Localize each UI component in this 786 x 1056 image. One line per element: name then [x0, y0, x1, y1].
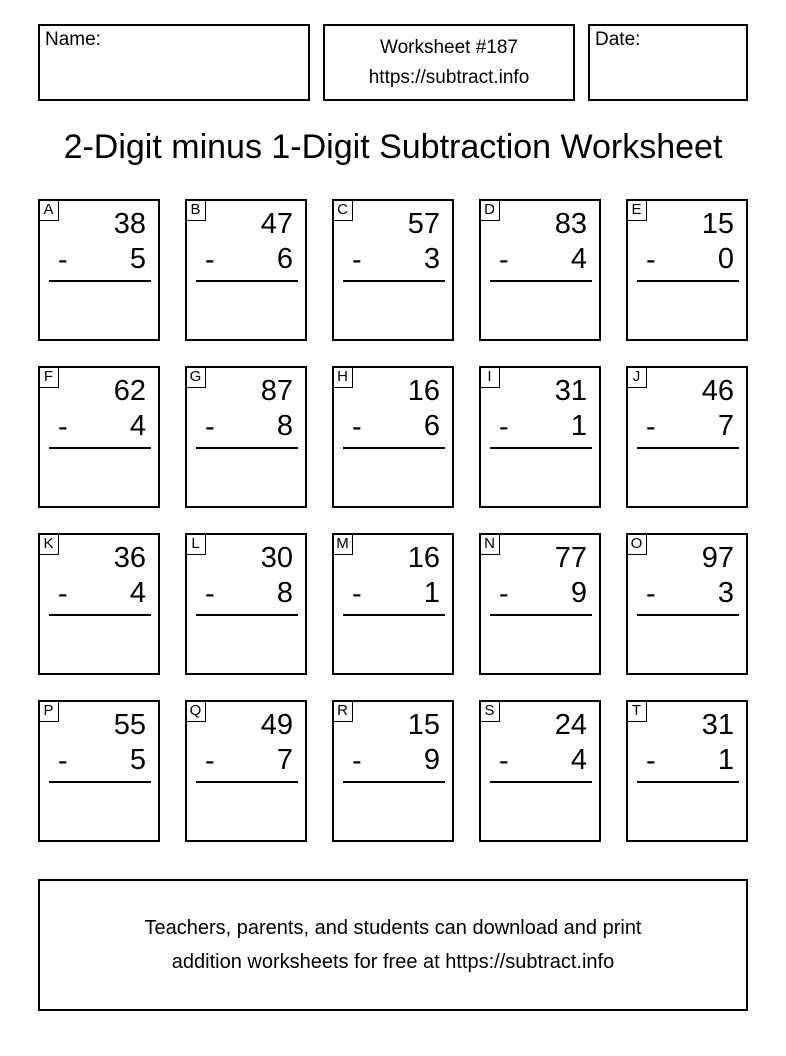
minus-sign: - [352, 244, 362, 276]
answer-line [49, 280, 151, 282]
problem-letter: B [185, 199, 206, 221]
subtrahend: 7 [276, 744, 293, 776]
minus-sign: - [646, 244, 656, 276]
minus-sign: - [499, 745, 509, 777]
problem-card[interactable] [38, 700, 160, 842]
problem-letter: N [479, 533, 500, 555]
problem-card[interactable] [626, 533, 748, 675]
date-field-box[interactable] [588, 24, 748, 101]
answer-line [196, 280, 298, 282]
problem-card[interactable] [185, 700, 307, 842]
minuend: 87 [260, 375, 293, 407]
problem-card[interactable] [479, 533, 601, 675]
date-label: Date: [595, 29, 641, 50]
minuend: 16 [407, 542, 440, 574]
problem-letter: R [332, 700, 353, 722]
subtrahend: 1 [717, 744, 734, 776]
problem-letter: O [626, 533, 647, 555]
answer-line [196, 781, 298, 783]
subtrahend: 4 [129, 410, 146, 442]
subtrahend: 9 [423, 744, 440, 776]
minus-sign: - [58, 578, 68, 610]
answer-line [49, 614, 151, 616]
answer-line [343, 781, 445, 783]
problem-card[interactable] [185, 199, 307, 341]
subtrahend: 9 [570, 577, 587, 609]
minus-sign: - [205, 411, 215, 443]
minus-sign: - [205, 745, 215, 777]
problem-card[interactable] [38, 533, 160, 675]
worksheet-info-box [323, 24, 575, 101]
minuend: 30 [260, 542, 293, 574]
subtrahend: 0 [717, 243, 734, 275]
subtrahend: 3 [717, 577, 734, 609]
minuend: 97 [701, 542, 734, 574]
minuend: 49 [260, 709, 293, 741]
problem-card[interactable] [479, 366, 601, 508]
answer-line [196, 614, 298, 616]
problem-letter: G [185, 366, 206, 388]
answer-line [49, 447, 151, 449]
subtrahend: 8 [276, 410, 293, 442]
problem-letter: I [479, 366, 500, 388]
minus-sign: - [205, 244, 215, 276]
minuend: 57 [407, 208, 440, 240]
minus-sign: - [352, 745, 362, 777]
problem-card[interactable] [332, 366, 454, 508]
problem-card[interactable] [626, 199, 748, 341]
problem-card[interactable] [479, 700, 601, 842]
subtrahend: 4 [129, 577, 146, 609]
subtrahend: 8 [276, 577, 293, 609]
problem-letter: Q [185, 700, 206, 722]
minuend: 16 [407, 375, 440, 407]
minuend: 24 [554, 709, 587, 741]
problem-card[interactable] [38, 199, 160, 341]
answer-line [196, 447, 298, 449]
minus-sign: - [646, 745, 656, 777]
problem-letter: J [626, 366, 647, 388]
problem-card[interactable] [185, 533, 307, 675]
problem-card[interactable] [626, 700, 748, 842]
subtrahend: 3 [423, 243, 440, 275]
minus-sign: - [499, 244, 509, 276]
footer-line-1: Teachers, parents, and students can download and print [144, 917, 642, 939]
worksheet-number: Worksheet #187 [379, 37, 518, 58]
problem-card[interactable] [332, 700, 454, 842]
problem-letter: K [38, 533, 59, 555]
subtrahend: 6 [423, 410, 440, 442]
minuend: 62 [113, 375, 146, 407]
subtrahend: 6 [276, 243, 293, 275]
minuend: 36 [113, 542, 146, 574]
site-url: https://subtract.info [368, 67, 530, 88]
problem-letter: D [479, 199, 500, 221]
minus-sign: - [499, 578, 509, 610]
subtrahend: 1 [570, 410, 587, 442]
answer-line [490, 447, 592, 449]
problem-letter: P [38, 700, 59, 722]
answer-line [343, 614, 445, 616]
answer-line [637, 447, 739, 449]
minuend: 47 [260, 208, 293, 240]
minus-sign: - [58, 411, 68, 443]
minuend: 83 [554, 208, 587, 240]
problem-letter: C [332, 199, 353, 221]
answer-line [343, 447, 445, 449]
subtrahend: 4 [570, 744, 587, 776]
minuend: 46 [701, 375, 734, 407]
minus-sign: - [646, 411, 656, 443]
answer-line [637, 614, 739, 616]
problem-letter: S [479, 700, 500, 722]
problem-card[interactable] [479, 199, 601, 341]
name-label: Name: [45, 29, 101, 50]
answer-line [490, 781, 592, 783]
minuend: 31 [701, 709, 734, 741]
minuend: 15 [701, 208, 734, 240]
answer-line [637, 781, 739, 783]
minus-sign: - [352, 578, 362, 610]
problem-letter: E [626, 199, 647, 221]
minus-sign: - [205, 578, 215, 610]
answer-line [343, 280, 445, 282]
problem-card[interactable] [38, 366, 160, 508]
problem-letter: L [185, 533, 206, 555]
problem-card[interactable] [185, 366, 307, 508]
page-title: 2-Digit minus 1-Digit Subtraction Worksheet [63, 128, 723, 166]
answer-line [490, 614, 592, 616]
minus-sign: - [58, 244, 68, 276]
problem-letter: H [332, 366, 353, 388]
problem-card[interactable] [332, 199, 454, 341]
subtrahend: 1 [423, 577, 440, 609]
minus-sign: - [646, 578, 656, 610]
minus-sign: - [58, 745, 68, 777]
subtrahend: 5 [129, 744, 146, 776]
answer-line [49, 781, 151, 783]
problem-letter: T [626, 700, 647, 722]
minuend: 38 [113, 208, 146, 240]
subtrahend: 7 [717, 410, 734, 442]
problem-letter: M [332, 533, 353, 555]
minuend: 31 [554, 375, 587, 407]
answer-line [637, 280, 739, 282]
footer-line-2: addition worksheets for free at https://subtract.info [171, 951, 615, 973]
minuend: 77 [554, 542, 587, 574]
answer-line [490, 280, 592, 282]
minus-sign: - [352, 411, 362, 443]
problem-letter: F [38, 366, 59, 388]
name-field-box[interactable] [38, 24, 310, 101]
minus-sign: - [499, 411, 509, 443]
minuend: 15 [407, 709, 440, 741]
problem-letter: A [38, 199, 59, 221]
minuend: 55 [113, 709, 146, 741]
subtrahend: 4 [570, 243, 587, 275]
footer-box [38, 879, 748, 1011]
problem-card[interactable] [626, 366, 748, 508]
problem-card[interactable] [332, 533, 454, 675]
subtrahend: 5 [129, 243, 146, 275]
